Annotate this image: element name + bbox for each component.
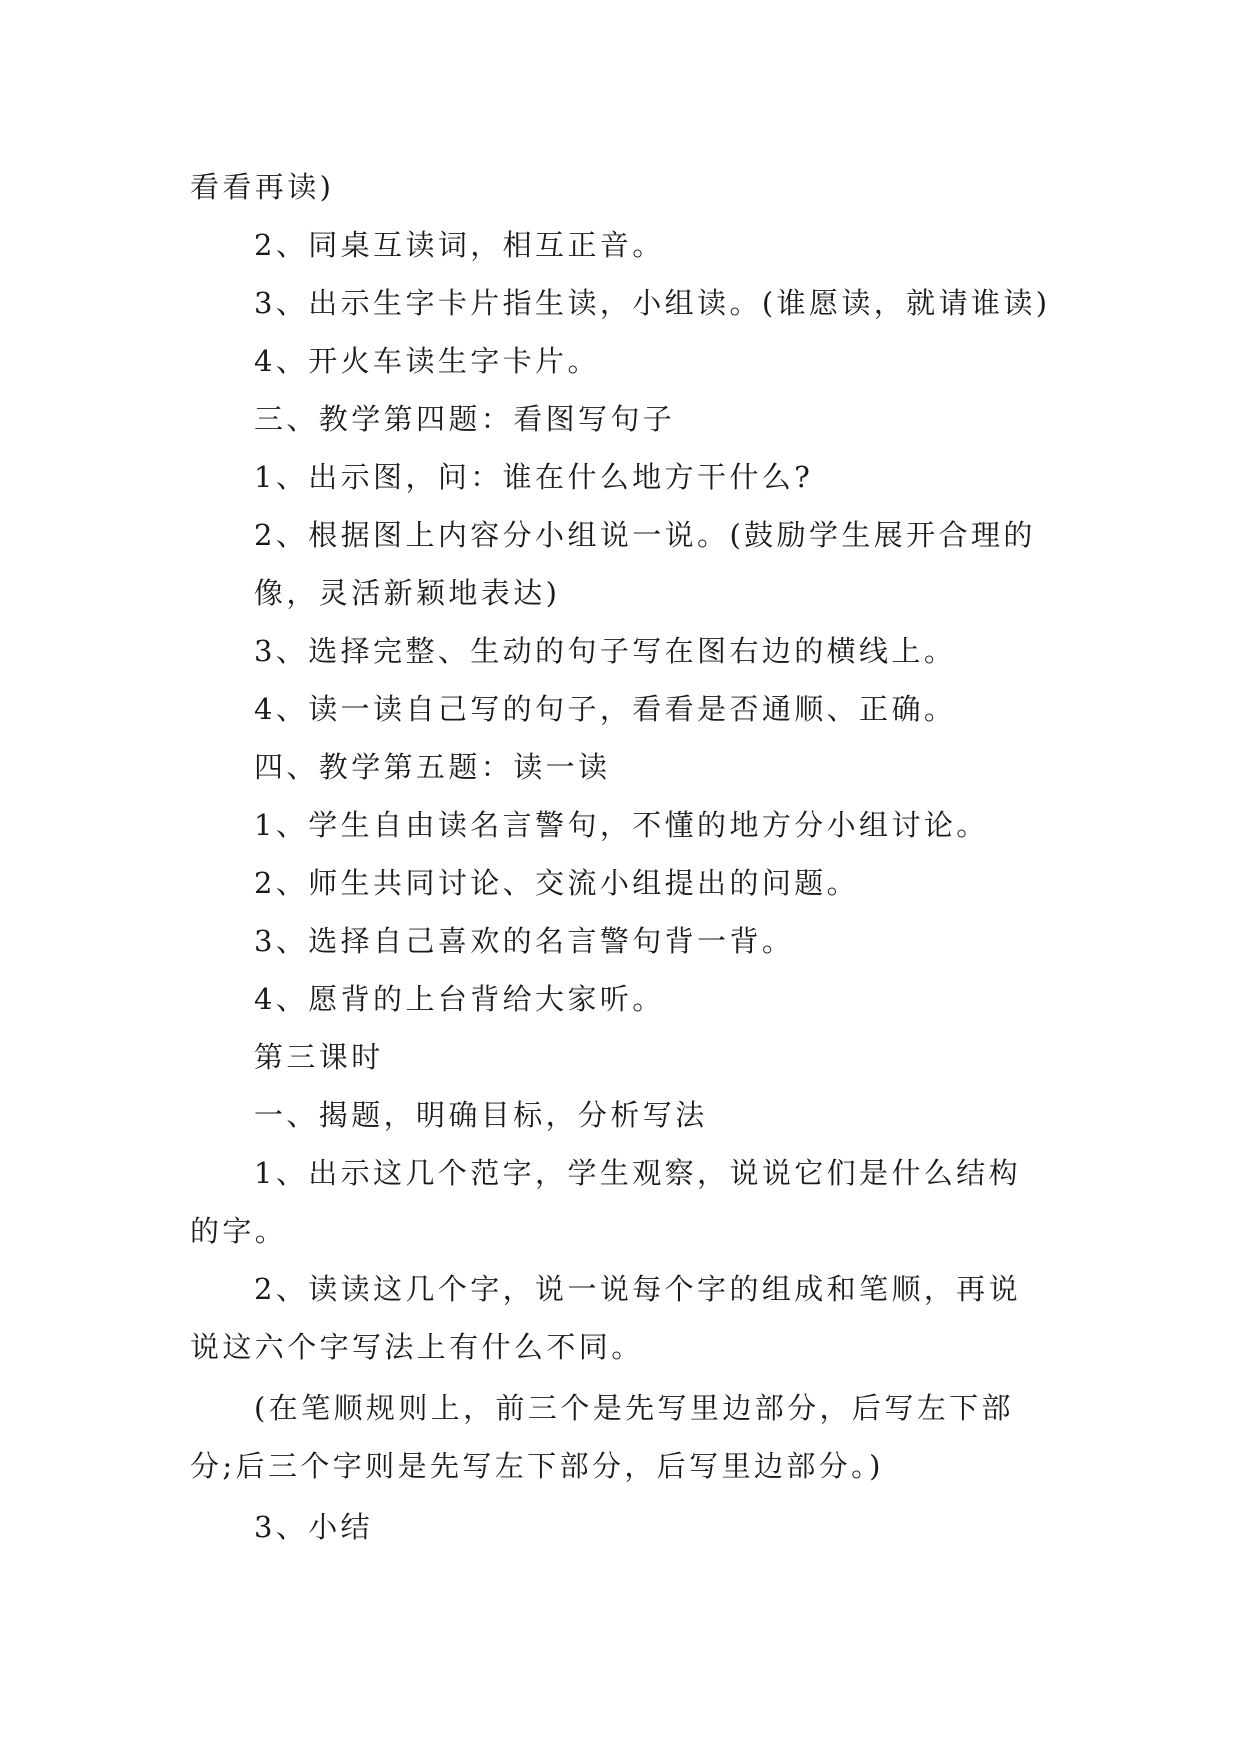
text-line: 1、学生自由读名言警句，不懂的地方分小组讨论。 — [254, 808, 989, 842]
text-line: 1、出示图，问：谁在什么地方干什么? — [254, 460, 814, 494]
text-line: 3、小结 — [254, 1510, 374, 1544]
text-line: 4、读一读自己写的句子，看看是否通顺、正确。 — [254, 692, 957, 726]
text-line: 分;后三个字则是先写左下部分，后写里边部分。) — [190, 1449, 884, 1483]
text-line: 2、师生共同讨论、交流小组提出的问题。 — [254, 866, 860, 900]
text-line: 2、同桌互读词，相互正音。 — [254, 228, 665, 262]
text-line: 3、选择完整、生动的句子写在图右边的横线上。 — [254, 634, 957, 668]
document-body — [190, 158, 1050, 1556]
text-line: 3、选择自己喜欢的名言警句背一背。 — [254, 924, 795, 958]
section-heading: 三、教学第四题：看图写句子 — [254, 402, 676, 436]
text-line: 1、出示这几个范字，学生观察，说说它们是什么结构 — [254, 1156, 1022, 1190]
text-line: (在笔顺规则上，前三个是先写里边部分，后写左下部 — [254, 1391, 1014, 1425]
lesson-heading: 第三课时 — [254, 1040, 384, 1074]
section-heading: 一、揭题，明确目标，分析写法 — [254, 1098, 708, 1132]
text-line: 的字。 — [190, 1214, 288, 1248]
text-line: 2、读读这几个字，说一说每个字的组成和笔顺，再说 — [254, 1272, 1022, 1306]
text-line: 看看再读) — [190, 170, 335, 204]
text-line: 4、愿背的上台背给大家听。 — [254, 982, 665, 1016]
section-heading: 四、教学第五题：读一读 — [254, 750, 611, 784]
text-line: 2、根据图上内容分小组说一说。(鼓励学生展开合理的 — [254, 518, 1036, 552]
text-line: 4、开火车读生字卡片。 — [254, 344, 600, 378]
text-line: 3、出示生字卡片指生读，小组读。(谁愿读，就请谁读) — [254, 286, 1051, 320]
text-line: 像，灵活新颖地表达) — [254, 576, 561, 610]
text-line: 说这六个字写法上有什么不同。 — [190, 1330, 644, 1364]
